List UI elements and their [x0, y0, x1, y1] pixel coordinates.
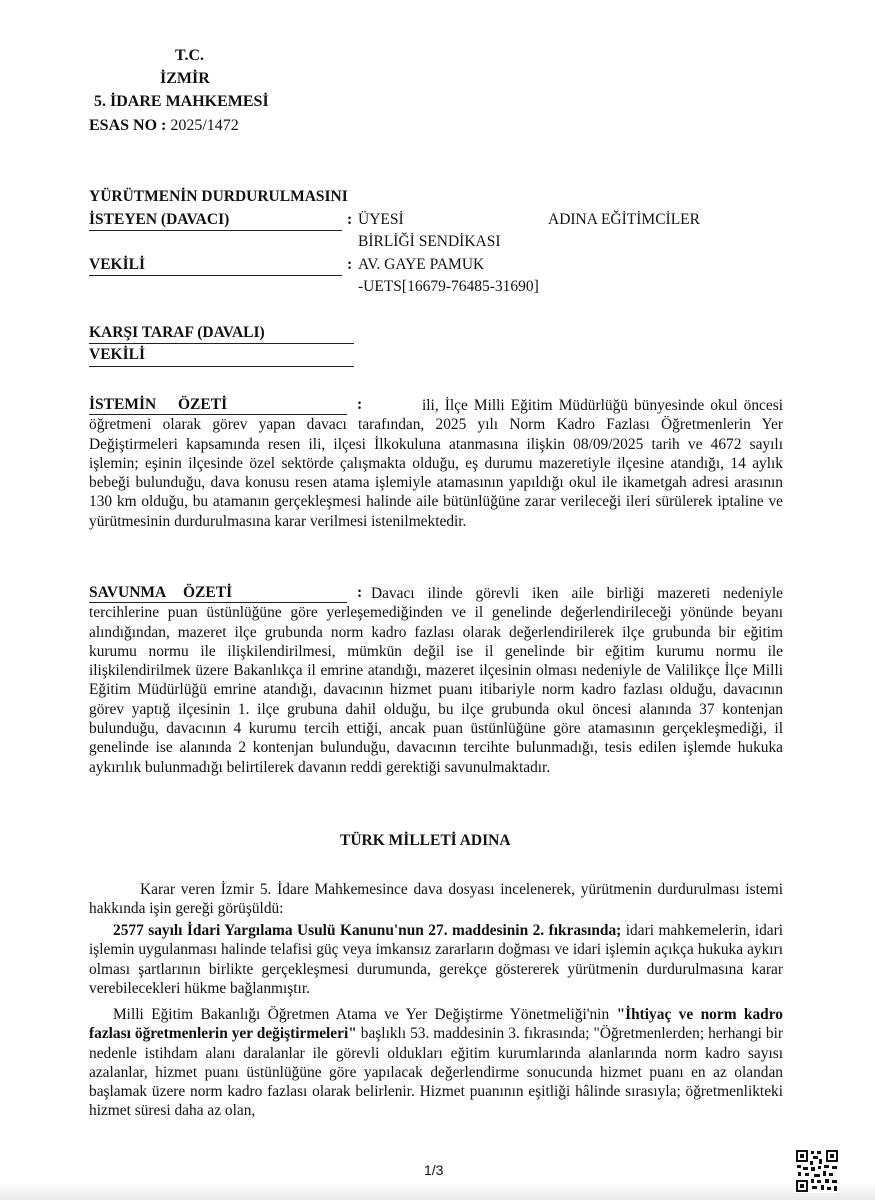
defense-colon: : — [357, 584, 363, 601]
summary-colon: : — [357, 396, 363, 413]
plaintiff-value-c: BİRLİĞİ SENDİKASI — [358, 233, 501, 250]
regulation-title: "İhtiyaç ve norm kadro fazlası öğretmenlerin yer değiştirmeleri" — [89, 1006, 783, 1043]
defendant-label: KARŞI TARAF (DAVALI) — [89, 324, 265, 341]
case-number-label: ESAS NO : — [89, 117, 167, 134]
header-tc: T.C. — [175, 47, 205, 64]
lawyer-uets: -UETS[16679-76485-31690] — [358, 278, 539, 295]
regulation-intro: Milli Eğitim Bakanlığı Öğretmen Atama ve Yer Değiştirme Yönetmeliği'nin — [113, 1006, 617, 1023]
summary-label-2: ÖZETİ — [178, 396, 228, 413]
summary-label-1: İSTEMİN — [89, 396, 157, 413]
defense-label-1: SAVUNMA — [89, 584, 167, 601]
regulation-text: başlıklı 53. maddesinin 3. fıkrasında; "Öğretmenlerden; herhangi bir nedenle istihdam alanı daralanlar ile görevli oldukları eğitim kurumlarında alanlarında norm kadro sayısı azalanlar, hizmet puanı üstünlüğüne göre yapılacak değerlendirme sonucunda hizmet puanı en az olandan başlamak üzere norm kadro fazlası olarak belirlenir. Hizmet puanının eşitliği hâlinde sırasıyla; öğretmenlikteki hizmet süresi daha az olan, — [89, 1025, 783, 1120]
defendant-lawyer-underline — [89, 366, 354, 367]
header-city: İZMİR — [160, 70, 210, 87]
plaintiff-colon: : — [347, 211, 353, 228]
court-name: 5. İDARE MAHKEMESİ — [94, 93, 269, 110]
law-text: idari mahkemelerin, idari işlemin uygulanması halinde telafisi güç veya imkansız zararların doğması ve idari işlemin açıkça hukuka aykırı olması şartlarının birlikte gerçekleşmesi durumunda, gerekçe göstererek yürütmenin durdurulmasına karar verebilecekleri hükme bağlanmıştır. — [89, 922, 783, 997]
decision-paragraph-3 — [89, 1005, 783, 1121]
defense-text: Davacı ilinde görevli iken aile birliği mazereti nedeniyle tercihlerine puan üstünlüğüne göre yerleşemediğinden ve il genelinde değerlendirileceği yönünde beyanı alındığından, mazeret ilçe grubunda norm kadro fazlası olarak değerlendirilerek ilçe grubunda bir eğitim kurumu normu ile ilişkilendirilmesi, mümkün değil ise il genelinde bir eğitim kurumu normu ile ilişkilendirilmek üzere Bakanlıkça il emrine atandığı, mazeret ilçesinin olması nedeniyle de Valilikçe İlçe Milli Eğitim Müdürlüğü emrine atandığı, davacının hizmet puanı itibariyle norm kadro fazlası olduğu, davacının görev yaptığ ilçesinin 1. ilçe grubuna dahil olduğu, bu ilçe grubunda okul öncesi alanında 37 kontenjan bulunduğu, davacının 4 kurumu tercih ettiği, ancak puan üstünlüğüne göre atamasının gerçekleşmediği, il genelinde ise alanında 2 kontenjan bulunduğu, davacının tercihte bulunmadığı, tesis edilen işlemde hukuka aykırılık bulunmadığı belirtilerek davanın reddi gerektiği savunulmaktadır. — [89, 585, 783, 776]
defense-label-2: ÖZETİ — [183, 584, 233, 601]
request-line: YÜRÜTMENİN DURDURULMASINI — [89, 188, 348, 205]
case-number — [89, 117, 239, 135]
plaintiff-value-b: ADINA EĞİTİMCİLER — [548, 211, 700, 228]
decision-paragraph-2 — [89, 921, 783, 998]
lawyer-underline — [89, 275, 342, 276]
defendant-lawyer-label: VEKİLİ — [89, 346, 145, 363]
lawyer-value: AV. GAYE PAMUK — [358, 256, 485, 273]
decision-paragraph-1: Karar veren İzmir 5. İdare Mahkemesince dava dosyası incelenerek, yürütmenin durdurulması istemi hakkında işin gereği görüşüldü: — [89, 881, 783, 918]
law-reference: 2577 sayılı İdari Yargılama Usulü Kanunu'nun 27. maddesinin 2. fıkrasında; — [113, 922, 622, 939]
nation-heading: TÜRK MİLLETİ ADINA — [340, 832, 511, 849]
case-number-value: 2025/1472 — [170, 117, 239, 134]
plaintiff-label: İSTEYEN (DAVACI) — [89, 211, 230, 228]
plaintiff-underline — [89, 230, 342, 231]
summary-text: ili, İlçe Milli Eğitim Müdürlüğü bünyesinde okul öncesi öğretmeni olarak görev yapan davacı tarafından, 2025 yılı Norm Kadro Fazlası Öğretmenlerin Yer Değiştirmeleri kapsamında resen ili, ilçesi İlkokuluna atanmasına ilişkin 08/09/2025 tarih ve 4672 sayılı işlemin; eşinin ilçesinde özel sektörde çalışmakta olduğu, eş durumu mazeretiyle ilçesine atandığı, 14 aylık bebeği bulunduğu, dava konusu resen atama işlemiyle atamasının yapıldığı okul ile ikametgah adresi arasının 130 km olduğu, bu atamanın gerçekleşmesi halinde aile bütünlüğüne zarar verileceği ileri sürülerek iptaline ve yürütmesinin durdurulmasına karar verilmesi istenilmektedir. — [89, 397, 783, 530]
page-number: 1/3 — [424, 1162, 444, 1178]
page-bottom-shadow — [0, 1183, 875, 1200]
plaintiff-value-a: ÜYESİ — [358, 211, 404, 228]
lawyer-colon: : — [347, 256, 353, 273]
lawyer-label: VEKİLİ — [89, 256, 145, 273]
defendant-underline — [89, 343, 354, 344]
qr-code-icon — [795, 1149, 839, 1193]
